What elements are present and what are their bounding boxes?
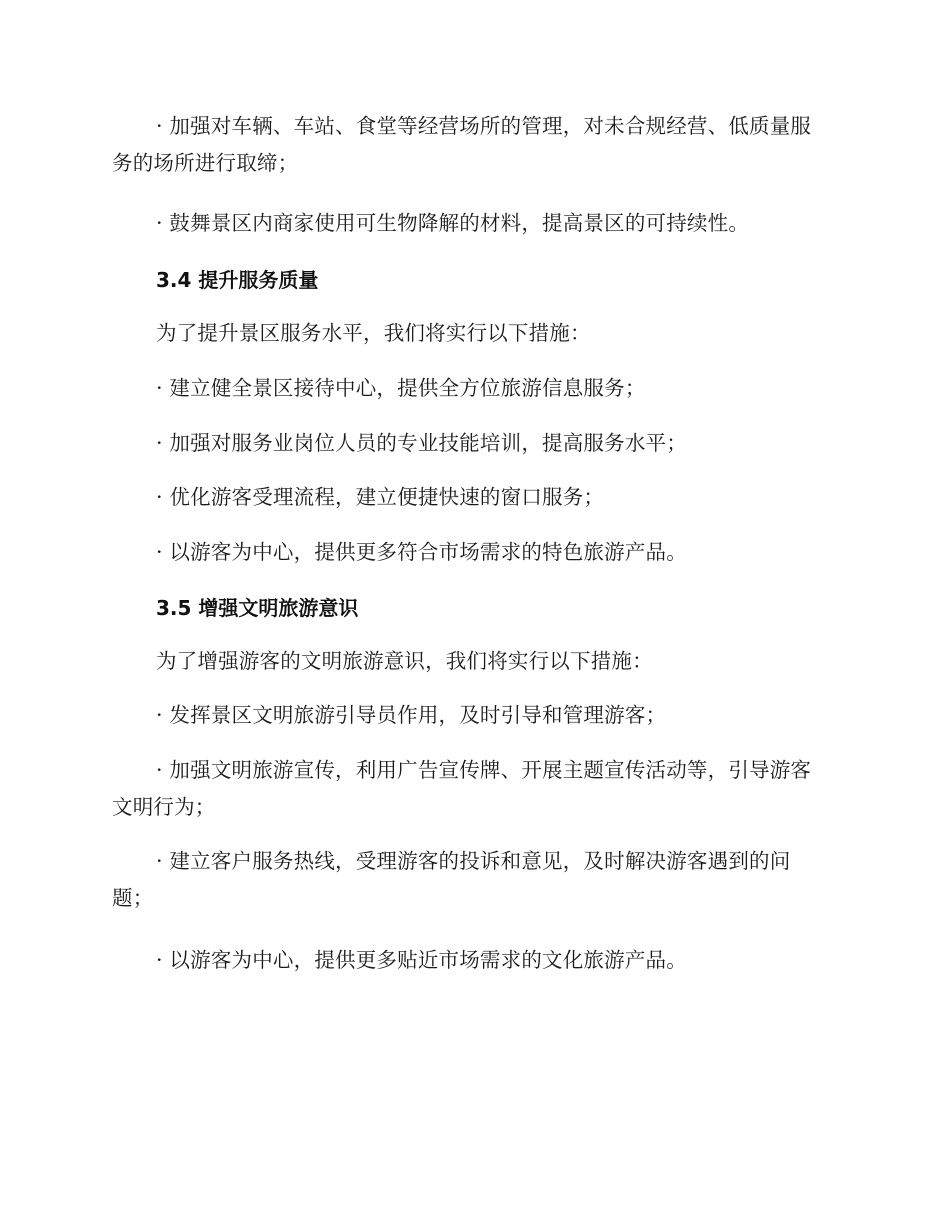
bullet-item: · 加强对服务业岗位人员的专业技能培训，提高服务水平； bbox=[156, 431, 687, 455]
section-heading-3-5: 3.5 增强文明旅游意识 bbox=[156, 596, 359, 620]
bullet-item: · 建立客户服务热线，受理游客的投诉和意见，及时解决游客遇到的问题； bbox=[112, 849, 791, 910]
bullet-item: · 鼓舞景区内商家使用可生物降解的材料，提高景区的可持续性。 bbox=[156, 211, 750, 235]
bullet-item: · 优化游客受理流程，建立便捷快速的窗口服务； bbox=[156, 485, 605, 509]
bullet-item: · 发挥景区文明旅游引导员作用，及时引导和管理游客； bbox=[156, 703, 667, 727]
section-heading-3-4: 3.4 提升服务质量 bbox=[156, 268, 319, 292]
bullet-item: · 以游客为中心，提供更多符合市场需求的特色旅游产品。 bbox=[156, 540, 687, 564]
section-intro: 为了增强游客的文明旅游意识，我们将实行以下措施： bbox=[156, 649, 653, 673]
section-intro: 为了提升景区服务水平，我们将实行以下措施： bbox=[156, 321, 591, 345]
bullet-item: · 加强文明旅游宣传，利用广告宣传牌、开展主题宣传活动等，引导游客文明行为； bbox=[112, 758, 812, 819]
bullet-item: · 加强对车辆、车站、食堂等经营场所的管理，对未合规经营、低质量服务的场所进行取缔； bbox=[112, 114, 812, 175]
bullet-item: · 以游客为中心，提供更多贴近市场需求的文化旅游产品。 bbox=[156, 948, 687, 972]
bullet-item: · 建立健全景区接待中心，提供全方位旅游信息服务； bbox=[156, 376, 646, 400]
